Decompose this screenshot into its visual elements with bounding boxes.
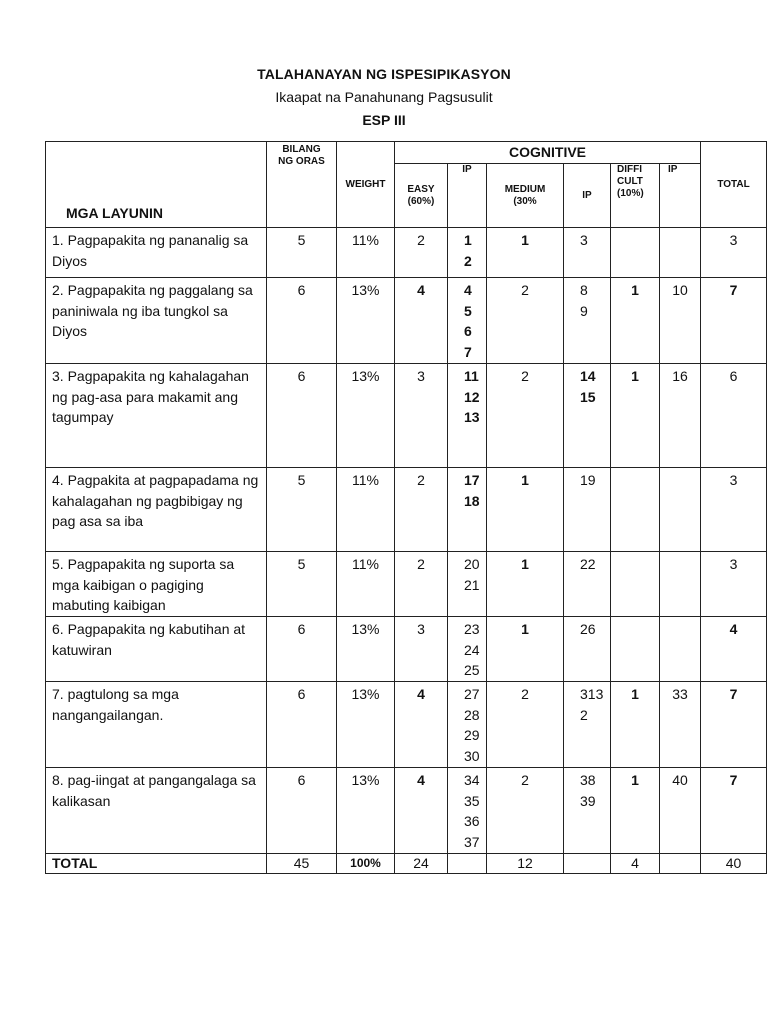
totals-easy: 24 (395, 853, 448, 873)
difficult-cell (611, 616, 660, 681)
item-number: 26 (580, 620, 596, 637)
ip-medium-cell (564, 363, 611, 467)
item-number: 6 (464, 323, 472, 340)
item-number: 30 (464, 748, 480, 765)
item-number: 2 (464, 252, 472, 269)
item-number: 11 (464, 367, 479, 384)
difficult-cell: 1 (611, 278, 660, 364)
total-cell: 7 (701, 767, 767, 853)
ip-easy-cell (448, 278, 487, 364)
medium-cell: 1 (487, 467, 564, 551)
header-cognitive: COGNITIVE (395, 142, 701, 164)
medium-cell: 2 (487, 278, 564, 364)
total-cell: 7 (701, 278, 767, 364)
weight-cell: 13% (337, 616, 395, 681)
ip-difficult-cell: 40 (660, 767, 701, 853)
header-bilang-label: BILANG NG ORAS (278, 144, 325, 167)
totals-ip-easy (448, 853, 487, 873)
item-number: 23 (464, 620, 480, 637)
ip-difficult-cell (660, 228, 701, 278)
item-number: 20 (464, 555, 480, 572)
item-number: 38 (580, 771, 596, 788)
ip-easy-cell (448, 228, 487, 278)
easy-cell: 3 (395, 616, 448, 681)
oras-cell: 6 (267, 682, 337, 768)
total-cell: 3 (701, 467, 767, 551)
layunin-cell: 4. Pagpakita at pagpapadama ng kahalagahan ng pagbibigay ng pag asa sa iba (46, 467, 267, 551)
item-number: 22 (580, 555, 596, 572)
difficult-cell: 1 (611, 682, 660, 768)
medium-cell: 1 (487, 616, 564, 681)
oras-cell: 5 (267, 228, 337, 278)
difficult-cell: 1 (611, 767, 660, 853)
weight-cell: 13% (337, 363, 395, 467)
item-number: 29 (464, 727, 480, 744)
table-row (46, 228, 767, 278)
ip-easy-cell (448, 616, 487, 681)
weight-cell: 11% (337, 551, 395, 616)
totals-weight: 100% (337, 853, 395, 873)
difficult-cell (611, 551, 660, 616)
table-row (46, 363, 767, 467)
easy-cell: 2 (395, 228, 448, 278)
totals-oras: 45 (267, 853, 337, 873)
item-number: 39 (580, 792, 596, 809)
medium-cell: 1 (487, 228, 564, 278)
ip-difficult-cell: 10 (660, 278, 701, 364)
weight-cell: 11% (337, 467, 395, 551)
document-subtitle: Ikaapat na Panahunang Pagsusulit (275, 89, 493, 105)
layunin-cell: 1. Pagpapakita ng pananalig sa Diyos (46, 228, 267, 278)
total-cell: 4 (701, 616, 767, 681)
oras-cell: 6 (267, 278, 337, 364)
ip-easy-cell (448, 467, 487, 551)
ip-difficult-cell: 16 (660, 363, 701, 467)
header-mga-layunin: MGA LAYUNIN (46, 142, 267, 228)
total-cell: 7 (701, 682, 767, 768)
item-number: 2 (580, 706, 588, 723)
weight-cell: 13% (337, 682, 395, 768)
header-medium (487, 164, 564, 228)
totals-row (46, 853, 767, 873)
table-row (46, 278, 767, 364)
easy-cell: 4 (395, 682, 448, 768)
total-cell: 6 (701, 363, 767, 467)
table-row (46, 767, 767, 853)
header-weight: WEIGHT (337, 142, 395, 228)
ip-difficult-cell (660, 616, 701, 681)
item-number: 1 (464, 232, 472, 248)
header-difficult-label: DIFFI CULT (10%) (617, 164, 644, 199)
medium-cell: 2 (487, 682, 564, 768)
layunin-cell: 2. Pagpapakita ng paggalang sa paniniwala ng iba tungkol sa Diyos (46, 278, 267, 364)
totals-ip-medium (564, 853, 611, 873)
specification-table (45, 141, 767, 874)
layunin-cell: 3. Pagpapakita ng kahalagahan ng pag-asa para makamit ang tagumpay (46, 363, 267, 467)
item-number: 37 (464, 833, 480, 850)
item-number: 35 (464, 792, 480, 809)
ip-medium-cell (564, 682, 611, 768)
document-title: TALAHANAYAN NG ISPESIPIKASYON (257, 66, 511, 82)
totals-medium: 12 (487, 853, 564, 873)
item-number: 313 (580, 686, 604, 703)
oras-cell: 6 (267, 363, 337, 467)
difficult-cell: 1 (611, 363, 660, 467)
item-number: 8 (580, 282, 588, 298)
ip-medium-cell (564, 278, 611, 364)
table-row (46, 551, 767, 616)
total-cell: 3 (701, 551, 767, 616)
header-ip-easy: IP (448, 164, 487, 228)
totals-label: TOTAL (46, 853, 267, 873)
oras-cell: 5 (267, 467, 337, 551)
layunin-cell: 6. Pagpapakita ng kabutihan at katuwiran (46, 616, 267, 681)
header-ip-difficult: IP (660, 164, 701, 228)
item-number: 28 (464, 706, 480, 723)
difficult-cell (611, 228, 660, 278)
weight-cell: 13% (337, 767, 395, 853)
layunin-cell: 8. pag-iingat at pangangalaga sa kalikasan (46, 767, 267, 853)
item-number: 7 (464, 344, 472, 361)
totals-ip-difficult (660, 853, 701, 873)
ip-medium-cell (564, 551, 611, 616)
item-number: 27 (464, 686, 480, 703)
header-difficult (611, 164, 660, 228)
item-number: 5 (464, 302, 472, 319)
item-number: 24 (464, 641, 480, 658)
ip-medium-cell (564, 767, 611, 853)
easy-cell: 2 (395, 467, 448, 551)
weight-cell: 11% (337, 228, 395, 278)
medium-cell: 1 (487, 551, 564, 616)
easy-cell: 2 (395, 551, 448, 616)
ip-difficult-cell (660, 467, 701, 551)
total-cell: 3 (701, 228, 767, 278)
header-medium-label: MEDIUM (30% (504, 183, 546, 207)
layunin-cell: 5. Pagpapakita ng suporta sa mga kaibigan o pagiging mabuting kaibigan (46, 551, 267, 616)
easy-cell: 3 (395, 363, 448, 467)
header-total: TOTAL (701, 142, 767, 228)
ip-medium-cell (564, 616, 611, 681)
ip-easy-cell (448, 767, 487, 853)
totals-total: 40 (701, 853, 767, 873)
header-bilang-ng-oras (267, 142, 337, 228)
difficult-cell (611, 467, 660, 551)
oras-cell: 6 (267, 767, 337, 853)
layunin-cell: 7. pagtulong sa mga nangangailangan. (46, 682, 267, 768)
document-subject: ESP III (362, 112, 406, 128)
item-number: 12 (464, 388, 480, 405)
totals-difficult: 4 (611, 853, 660, 873)
oras-cell: 6 (267, 616, 337, 681)
table-row (46, 682, 767, 768)
easy-cell: 4 (395, 767, 448, 853)
ip-easy-cell (448, 363, 487, 467)
header-ip-medium: IP (564, 164, 611, 228)
medium-cell: 2 (487, 767, 564, 853)
item-number: 34 (464, 771, 480, 788)
header-easy-label: EASY (60%) (407, 183, 435, 207)
item-number: 17 (464, 471, 480, 488)
item-number: 14 (580, 367, 596, 384)
ip-medium-cell (564, 228, 611, 278)
ip-easy-cell (448, 682, 487, 768)
ip-easy-cell (448, 551, 487, 616)
item-number: 21 (464, 576, 480, 593)
weight-cell: 13% (337, 278, 395, 364)
item-number: 25 (464, 662, 480, 679)
table-row (46, 616, 767, 681)
item-number: 9 (580, 302, 588, 319)
item-number: 13 (464, 409, 480, 426)
item-number: 36 (464, 813, 480, 830)
item-number: 19 (580, 471, 596, 488)
item-number: 18 (464, 492, 480, 509)
ip-difficult-cell: 33 (660, 682, 701, 768)
easy-cell: 4 (395, 278, 448, 364)
table-row (46, 467, 767, 551)
ip-difficult-cell (660, 551, 701, 616)
item-number: 15 (580, 388, 596, 405)
oras-cell: 5 (267, 551, 337, 616)
medium-cell: 2 (487, 363, 564, 467)
header-easy (395, 164, 448, 228)
item-number: 3 (580, 232, 588, 248)
item-number: 4 (464, 282, 472, 298)
ip-medium-cell (564, 467, 611, 551)
